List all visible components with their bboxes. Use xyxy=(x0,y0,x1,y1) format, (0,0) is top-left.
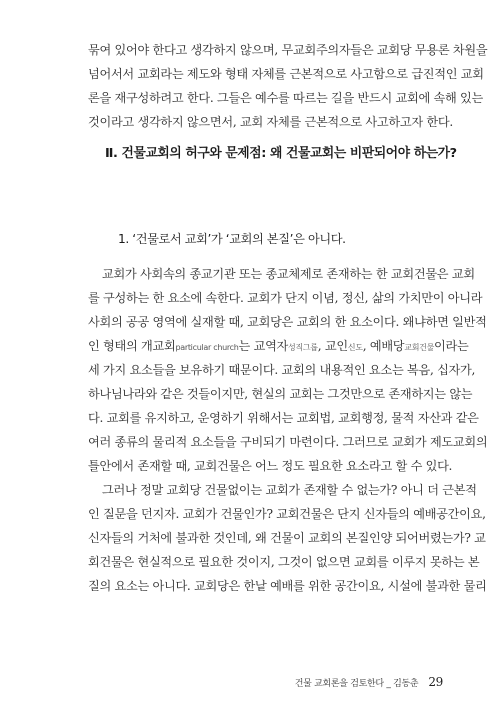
text-line: 것이라고 생각하지 않으면서, 교회 자체를 근본적으로 사고하고자 한다. xyxy=(88,115,453,129)
english-gloss: particular church xyxy=(175,343,239,352)
text-line: 회건물은 현실적으로 필요한 것이지, 그것이 없으면 교회를 이루지 못하는 본 xyxy=(88,555,480,569)
text-line: 틀안에서 존재할 때, 교회건물은 어느 정도 필요한 요소라고 할 수 있다. xyxy=(88,459,453,473)
text-segment: 는 교역자 xyxy=(238,339,289,353)
paragraph-1 xyxy=(88,262,488,478)
gloss: 교회건물 xyxy=(404,343,434,352)
gloss: 성직그룹 xyxy=(288,343,318,352)
text-segment: , 예배당 xyxy=(362,339,405,353)
text-segment: 인 형태의 개교회 xyxy=(88,339,176,353)
text-line: 세 가지 요소들을 보유하기 때문이다. 교회의 내용적인 요소는 복음, 십자가, xyxy=(88,363,476,377)
text-line: 다. 교회를 유지하고, 운영하기 위해서는 교회법, 교회행정, 물적 자산과 같은 xyxy=(88,411,479,425)
text-line: 신자들의 거처에 불과한 것인데, 왜 건물이 교회의 본질인양 되어버렸는가? 교 xyxy=(88,531,486,545)
text-line-with-glosses xyxy=(88,334,469,358)
paragraph-2 xyxy=(88,478,487,598)
text-line: 하나님나라와 같은 것들이지만, 현실의 교회는 그것만으로 존재하지는 않는 xyxy=(88,387,473,401)
text-line: 그러나 정말 교회당 건물없이는 교회가 존재할 수 없는가? 아니 더 근본적 xyxy=(102,483,477,497)
text-line: 교회가 사회속의 종교기관 또는 종교체제로 존재하는 한 교회건물은 교회 xyxy=(102,267,475,281)
text-line: 질의 요소는 아니다. 교회당은 한낱 예배를 위한 공간이요, 시설에 불과한 물리 xyxy=(88,579,487,593)
gloss: 신도 xyxy=(347,343,363,352)
page-footer xyxy=(295,675,443,689)
text-line: 넘어서서 교회라는 제도와 형태 자체를 근본적으로 사고함으로 급진적인 교회 xyxy=(88,67,484,81)
section-heading: Ⅱ. 건물교회의 허구와 문제점: 왜 건물교회는 비판되어야 하는가? xyxy=(105,146,457,161)
text-segment: 이라는 xyxy=(434,339,469,353)
text-line: 를 구성하는 한 요소에 속한다. 교회가 단지 이념, 정신, 삶의 가치만이 아니라 xyxy=(88,291,483,305)
page-number: 29 xyxy=(428,675,443,689)
text-line: 인 질문을 던지자. 교회가 건물인가? 교회건물은 단지 신자들의 예배공간이요, xyxy=(88,507,486,521)
intro-paragraph xyxy=(88,38,488,134)
running-title: 건물 교회론을 검토한다 _ 김동춘 xyxy=(294,679,419,689)
text-line: 묶여 있어야 한다고 생각하지 않으며, 무교회주의자들은 교회당 무용론 차원을 xyxy=(88,43,488,57)
sub-heading: 1. ‘건물로서 교회’가 ‘교회의 본질’은 아니다. xyxy=(118,232,346,246)
text-segment: , 교인 xyxy=(317,339,348,353)
text-line: 론을 재구성하려고 한다. 그들은 예수를 따르는 길을 반드시 교회에 속해 있는 xyxy=(88,91,483,105)
text-line: 사회의 공공 영역에 실재할 때, 교회당은 교회의 한 요소이다. 왜냐하면 일반적 xyxy=(88,315,487,329)
text-line: 여러 종류의 물리적 요소들을 구비되기 마련이다. 그러므로 교회가 제도교회의 xyxy=(88,435,488,449)
